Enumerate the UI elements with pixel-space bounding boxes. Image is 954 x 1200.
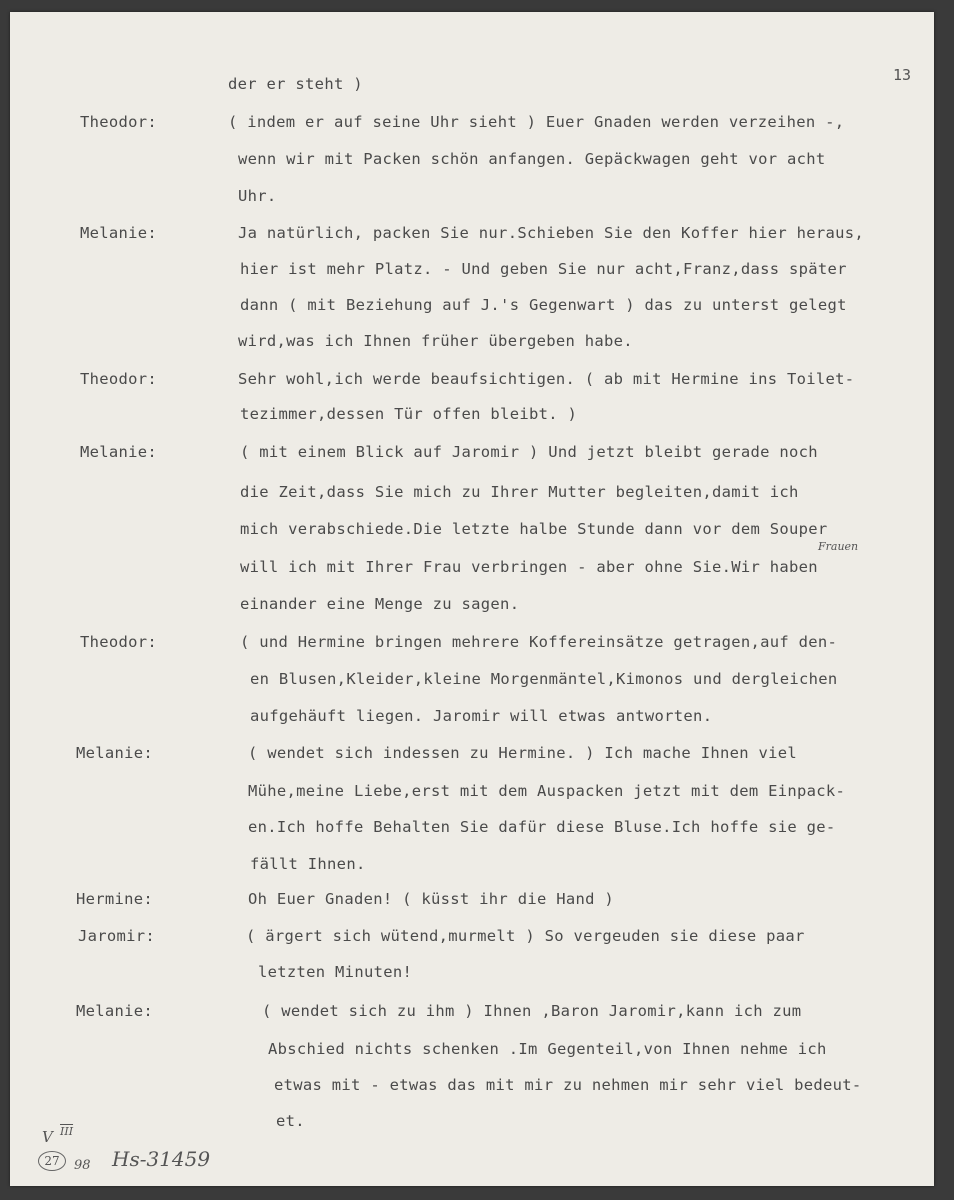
script-line: der er steht ) bbox=[228, 75, 363, 93]
speaker-name: Jaromir: bbox=[78, 927, 156, 945]
script-line: wird,was ich Ihnen früher übergeben habe. bbox=[238, 332, 633, 350]
archive-signature-sub: $\overline{III}$ bbox=[60, 1125, 74, 1138]
script-line: en.Ich hoffe Behalten Sie dafür diese Bluse.Ich hoffe sie ge- bbox=[248, 818, 836, 836]
speaker-name: Melanie: bbox=[76, 1002, 154, 1020]
script-line: ( indem er auf seine Uhr sieht ) Euer Gnaden werden verzeihen -, bbox=[228, 113, 845, 131]
script-line: ( wendet sich indessen zu Hermine. ) Ich mache Ihnen viel bbox=[248, 744, 798, 762]
script-line: Mühe,meine Liebe,erst mit dem Auspacken jetzt mit dem Einpack- bbox=[248, 782, 846, 800]
page-number: 13 bbox=[893, 66, 912, 84]
speaker-name: Hermine: bbox=[76, 890, 154, 908]
speaker-name: Melanie: bbox=[80, 224, 158, 242]
script-line: dann ( mit Beziehung auf J.'s Gegenwart ) das zu unterst gelegt bbox=[240, 296, 847, 314]
script-line: ( ärgert sich wütend,murmelt ) So vergeuden sie diese paar bbox=[246, 927, 805, 945]
script-line: Sehr wohl,ich werde beaufsichtigen. ( ab mit Hermine ins Toilet- bbox=[238, 370, 855, 388]
script-line: letzten Minuten! bbox=[258, 963, 413, 981]
script-line: Oh Euer Gnaden! ( küsst ihr die Hand ) bbox=[248, 890, 615, 908]
script-line: die Zeit,dass Sie mich zu Ihrer Mutter begleiten,damit ich bbox=[240, 483, 799, 501]
script-line: Uhr. bbox=[238, 187, 277, 205]
script-line: ( mit einem Blick auf Jaromir ) Und jetzt bleibt gerade noch bbox=[240, 443, 818, 461]
script-line: Ja natürlich, packen Sie nur.Schieben Sie den Koffer hier heraus, bbox=[238, 224, 865, 242]
script-line: tezimmer,dessen Tür offen bleibt. ) bbox=[240, 405, 578, 423]
speaker-name: Melanie: bbox=[76, 744, 154, 762]
script-line: hier ist mehr Platz. - Und geben Sie nur acht,Franz,dass später bbox=[240, 260, 847, 278]
script-line: mich verabschiede.Die letzte halbe Stunde dann vor dem Souper bbox=[240, 520, 828, 538]
archive-signature-circled: 27 bbox=[38, 1151, 66, 1171]
handwritten-insertion: Frauen bbox=[818, 540, 859, 553]
script-line: etwas mit - etwas das mit mir zu nehmen mir sehr viel bedeut- bbox=[274, 1076, 862, 1094]
script-line: einander eine Menge zu sagen. bbox=[240, 595, 520, 613]
archive-id: Hs-31459 bbox=[112, 1147, 211, 1171]
script-line: et. bbox=[276, 1112, 305, 1130]
script-line: wenn wir mit Packen schön anfangen. Gepäckwagen geht vor acht bbox=[238, 150, 826, 168]
archive-signature-roman: V bbox=[42, 1128, 53, 1146]
speaker-name: Theodor: bbox=[80, 633, 158, 651]
script-line: ( wendet sich zu ihm ) Ihnen ,Baron Jaromir,kann ich zum bbox=[262, 1002, 802, 1020]
speaker-name: Theodor: bbox=[80, 370, 158, 388]
speaker-name: Theodor: bbox=[80, 113, 158, 131]
script-line: en Blusen,Kleider,kleine Morgenmäntel,Kimonos und dergleichen bbox=[250, 670, 838, 688]
script-line: aufgehäuft liegen. Jaromir will etwas antworten. bbox=[250, 707, 713, 725]
archive-signature-number: 98 bbox=[74, 1158, 91, 1173]
script-line: will ich mit Ihrer Frau verbringen - aber ohne Sie.Wir haben bbox=[240, 558, 818, 576]
speaker-name: Melanie: bbox=[80, 443, 158, 461]
script-line: fällt Ihnen. bbox=[250, 855, 366, 873]
script-line: ( und Hermine bringen mehrere Koffereinsätze getragen,auf den- bbox=[240, 633, 838, 651]
script-line: Abschied nichts schenken .Im Gegenteil,von Ihnen nehme ich bbox=[268, 1040, 827, 1058]
